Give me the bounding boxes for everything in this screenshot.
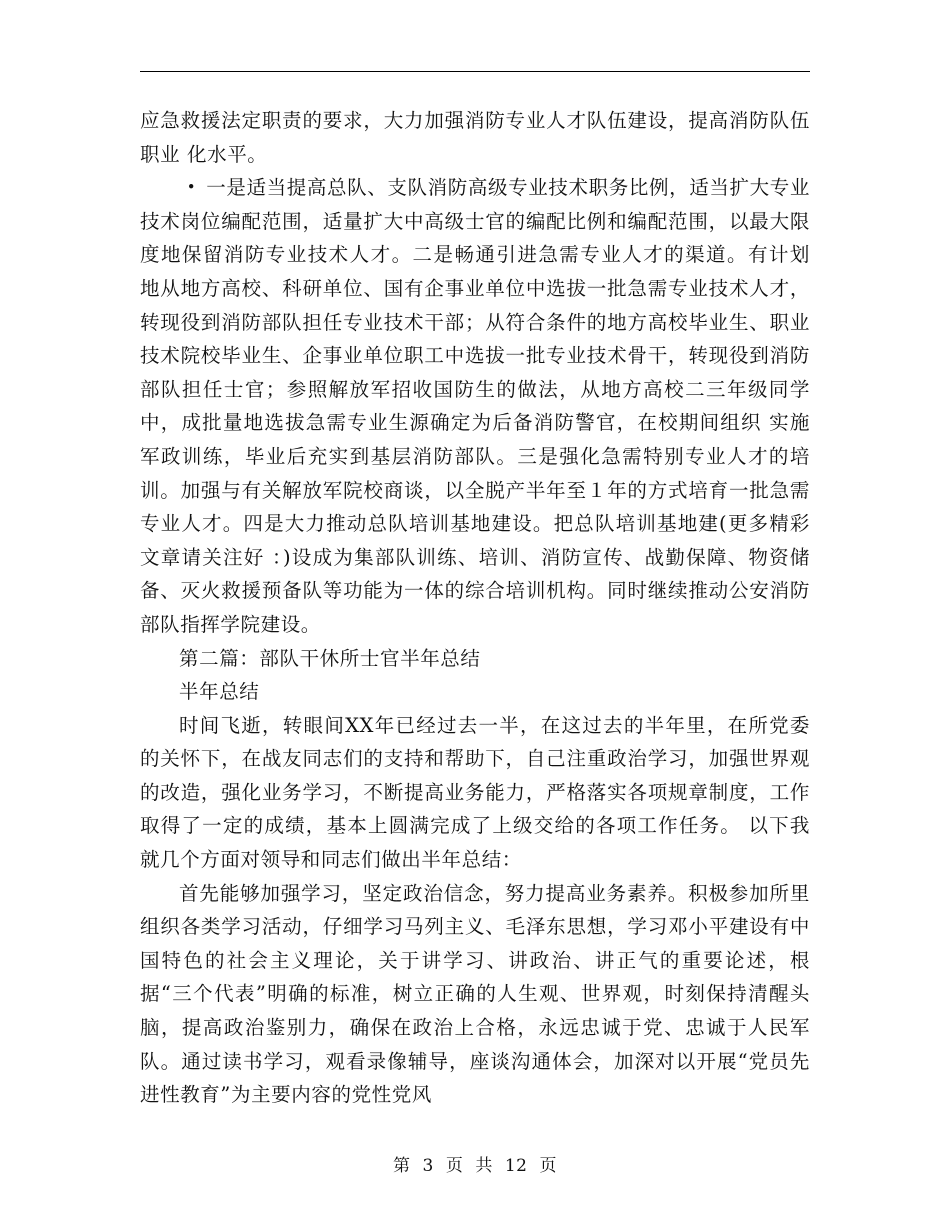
page-unit: 页 [445,1156,464,1176]
total-unit: 页 [539,1156,557,1176]
section-heading: 第二篇：部队干休所士官半年总结 [179,646,481,670]
document-body [140,104,810,1112]
bullet-paragraph-text: 一是适当提高总队、支队消防高级专业技术职务比例，适当扩大专业技术岗位编配范围，适量扩大中高级士官的编配比例和编配范围，以最大限度地保留消防专业技术人才。二是畅通引进急需专业人才的渠道。有计划 地从地方高校、科研单位、国有企事业单位中选拔一批急需专业技术人才，转现役到消防部队担任专业技术干部；从符合条件的地方高校毕业生、职业技术院校毕业生、企事业单位职工中选拔一批专业技术骨干，转现役到消防部队担任士官；参照解放军招收国防生的做法，从地方高校二三年级同学中，成批量地选拔急需专业生源确定为后备消防警官，在校期间组织 实施军政训练，毕业后充实到基层消防部队。三是强化急需特别专业人才的培训。加强与有关解放军院校商谈，以全脱产半年至１年的方式培育一批急需专业人才。四是大力推动总队培训基地建设。把总队培训基地建(更多精彩文章请关注好 ：)设成为集部队训练、培训、消防宣传、战勤保障、物资储备、灭火救援预备队等功能为一体的综合培训机构。同时继续推动公安消防部队指挥学院建设。 [140,176,810,636]
bullet-icon: • [186,178,197,197]
page-number: 3 [422,1156,434,1176]
paragraph-study: 首先能够加强学习，坚定政治信念，努力提高业务素养。积极参加所里组织各类学习活动，仔细学习马列主义、毛泽东思想，学习邓小平建设有中国特色的社会主义理论，关于讲学习、讲政治、讲正气的重要论述，根据“三个代表”明确的标准，树立正确的人生观、世界观，时刻保持清醒头脑，提高政治鉴别力，确保在政治上合格，永远忠诚于党、忠诚于人民军队。通过读书学习，观看录像辅导，座谈沟通体会，加深对以开展“党员先进性教育”为主要内容的党性党风 [140,881,810,1107]
paragraph-intro: 时间飞逝，转眼间XX年已经过去一半，在这过去的半年里，在所党委的关怀下，在战友同志们的支持和帮助下，自己注重政治学习，加强世界观的改造，强化业务学习，不断提高业务能力，严格落实各项规章制度，工作取得了一定的成绩，基本上圆满完成了上级交给的各项工作任务。 以下我就几个方面对领导和同志们做出半年总结： [140,713,810,872]
total-pages: 12 [504,1156,528,1176]
page-label: 第 [393,1156,411,1176]
subsection-heading: 半年总结 [179,680,260,704]
bullet-paragraph [140,171,810,641]
total-label: 共 [475,1156,493,1176]
paragraph-continuation: 应急救援法定职责的要求，大力加强消防专业人才队伍建设，提高消防队伍职业 化水平。 [140,109,810,166]
page-footer [0,1151,950,1176]
header-rule [140,71,810,72]
